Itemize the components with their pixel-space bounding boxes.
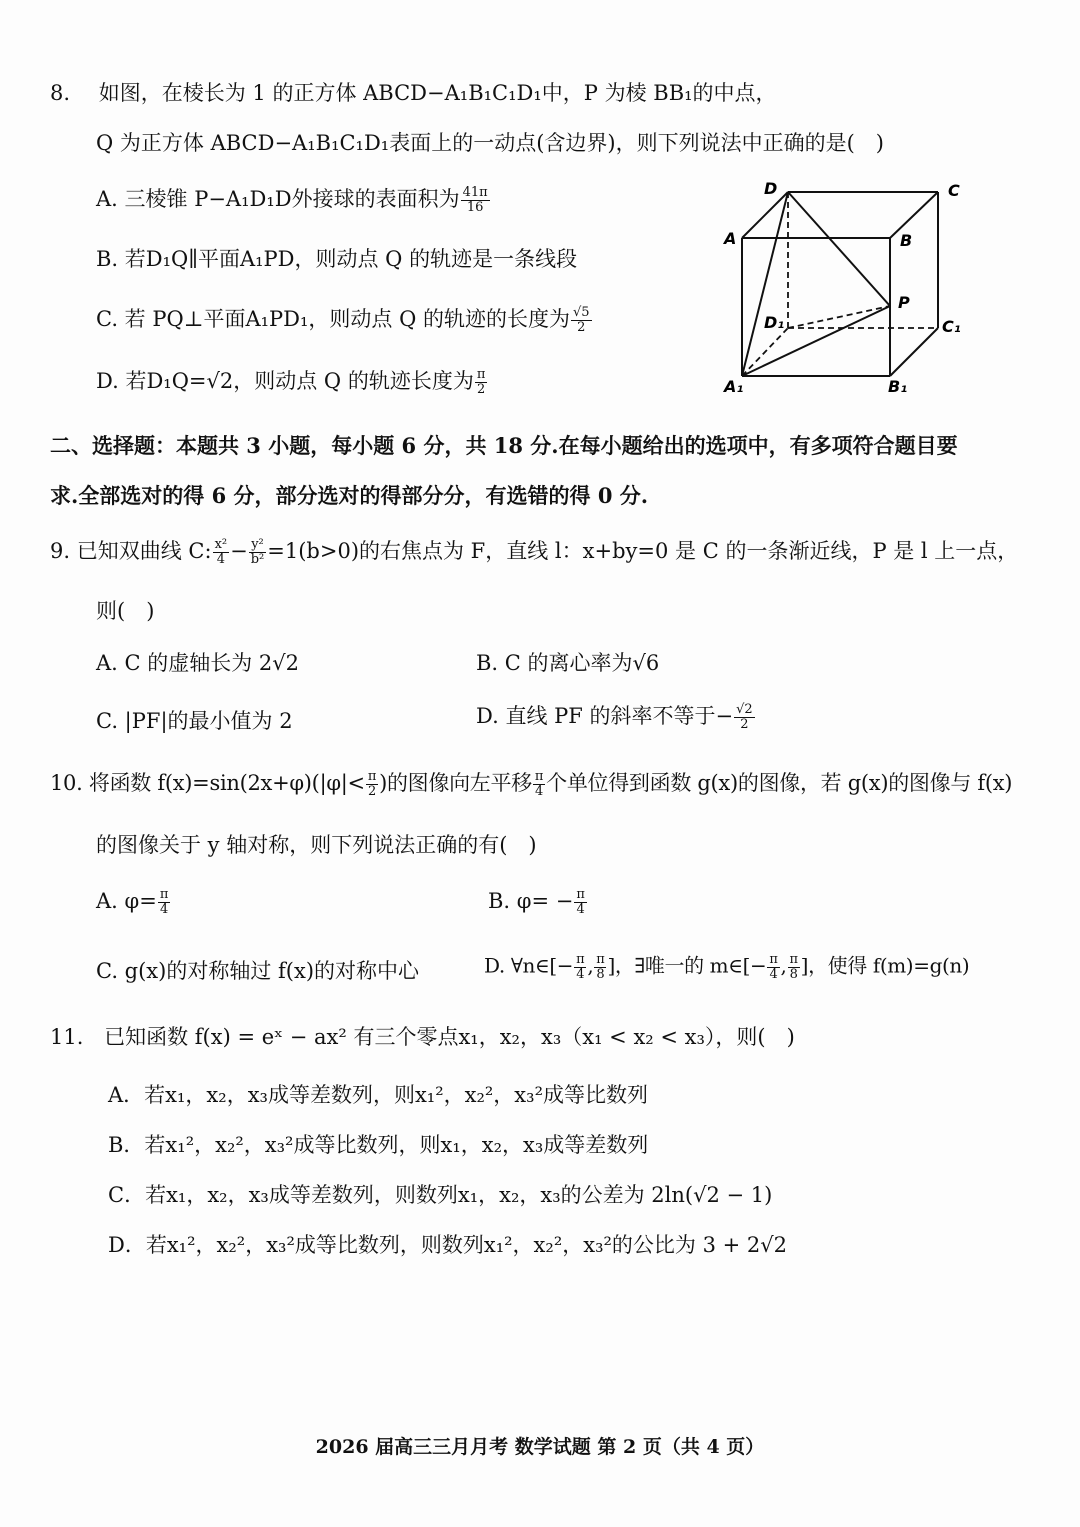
label-a1: A₁ [724,377,744,396]
q10-frac-2: $\frac{\pi}{4}$ [534,769,544,799]
q8-line1 [50,80,777,106]
q10-stem-a: 将函数 f(x)=sin(2x+φ)(|φ|< [88,771,365,795]
q10-option-b-text: B. φ= − [488,889,574,913]
q10-option-d [484,953,969,981]
q8-stem-line1: 如图，在棱长为 1 的正方体 ABCD−A₁B₁C₁D₁中，P 为棱 BB₁的中点， [98,81,777,105]
q9-option-d [476,703,756,732]
label-b1: B₁ [888,377,908,396]
q9-stem-a: 已知双曲线 C: [76,539,212,563]
label-d: D [764,179,778,198]
q8-option-c-text: C. 若 PQ⊥平面A₁PD₁，则动点 Q 的轨迹的长度为 [96,307,570,331]
q10-d-comma-2: , [780,953,787,978]
label-c: C [948,181,960,200]
q10-d-comma-1: , [587,953,594,978]
q9-option-d-fraction: $\frac{√2}{2}$ [736,702,753,732]
q9-frac-y: $\frac{\text{y²}}{\text{b²}}$ [250,537,265,567]
q8-number: 8. [50,81,71,105]
q8-option-d [96,368,488,397]
label-p: P [898,293,910,312]
label-a: A [724,229,737,248]
q9-stem-b: =1(b>0)的右焦点为 F，直线 l：x+by=0 是 C 的一条渐近线，P 是 l 上一点， [267,539,1019,563]
q9-stem-line2: 则( ) [96,599,155,623]
q8-option-c-fraction: $\frac{√5}{2}$ [572,305,590,335]
q10-option-d-b: ]，∃唯一的 m∈[− [607,953,767,978]
q9-option-b: B. C 的离心率为√6 [476,651,660,675]
q11-stem: 已知函数 f(x) = eˣ − ax² 有三个零点x₁，x₂，x₃（x₁ < x₂ < x₃），则( ) [104,1025,795,1049]
edge-dp [788,192,890,306]
q10-d-frac-3: $\frac{\pi}{4}$ [769,952,778,982]
q10-option-b-fraction: $\frac{\pi}{4}$ [576,887,585,917]
q10-d-frac-1: $\frac{\pi}{4}$ [576,952,585,982]
q11-number: 11. [50,1025,84,1049]
q11-option-d: D．若x₁²，x₂²，x₃²成等比数列，则数列x₁²，x₂²，x₃²的公比为 3 + 2√2 [108,1233,788,1257]
q9-option-a: A. C 的虚轴长为 2√2 [96,651,300,675]
q8-stem-line2: Q 为正方体 ABCD−A₁B₁C₁D₁表面上的一动点(含边界)，则下列说法中正确的是( ) [96,131,884,155]
q8-option-a [96,186,491,215]
edge-da1 [742,192,788,376]
q9-line1 [50,538,1018,567]
q10-option-a-fraction: $\frac{\pi}{4}$ [159,887,169,917]
edge-b1c1 [890,328,938,376]
q10-number: 10. [50,771,83,795]
q9-option-d-text: D. 直线 PF 的斜率不等于− [476,704,734,728]
q8-option-d-text: D. 若D₁Q=√2，则动点 Q 的轨迹长度为 [96,369,474,393]
q11-option-b: B．若x₁²，x₂²，x₃²成等比数列，则x₁，x₂，x₃成等差数列 [108,1133,649,1157]
q10-d-frac-2: $\frac{\pi}{8}$ [596,952,605,982]
section2-line1: 二、选择题：本题共 3 小题，每小题 6 分，共 18 分.在每小题给出的选项中，有多项符合题目要 [50,433,958,458]
label-b: B [900,231,913,250]
q10-option-c: C. g(x)的对称轴过 f(x)的对称中心 [96,959,420,983]
label-c1: C₁ [942,317,961,336]
q11-line1 [50,1024,795,1050]
q8-option-d-fraction: $\frac{\pi}{2}$ [476,367,486,397]
q10-stem-line2: 的图像关于 y 轴对称，则下列说法正确的有( ) [96,833,537,857]
q10-option-d-c: ]，使得 f(m)=g(n) [800,953,970,978]
edge-ad [742,192,788,238]
q8-option-c [96,306,593,335]
q10-option-d-a: D. ∀n∈[− [484,953,574,978]
q10-option-a [96,888,171,917]
q8-option-b: B. 若D₁Q∥平面A₁PD，则动点 Q 的轨迹是一条线段 [96,247,578,271]
q10-stem-c: 个单位得到函数 g(x)的图像，若 g(x)的图像与 f(x) [546,771,1013,795]
q9-minus: − [230,539,248,563]
q11-option-c: C．若x₁，x₂，x₃成等差数列，则数列x₁，x₂，x₃的公差为 2ln(√2 − 1) [108,1183,773,1207]
q10-frac-1: $\frac{\pi}{2}$ [367,769,377,799]
edge-d1p-hidden [788,306,890,328]
edge-bc [890,192,938,238]
label-d1: D₁ [764,313,785,332]
q10-stem-b: )的图像向左平移 [379,771,532,795]
q10-option-a-text: A. φ= [96,889,157,913]
q10-d-frac-4: $\frac{\pi}{8}$ [789,952,798,982]
q9-number: 9. [50,539,71,563]
page-footer: 2026 届高三三月月考 数学试题 第 2 页（共 4 页） [315,1436,765,1458]
cube-figure [720,178,980,398]
q9-frac-x: $\frac{\text{x²}}{4}$ [214,537,228,567]
q8-option-a-text: A. 三棱锥 P−A₁D₁D外接球的表面积为 [96,187,460,211]
q8-option-a-fraction: $\frac{41\pi}{16}$ [462,185,488,215]
q10-option-b [488,888,588,917]
section2-line2: 求.全部选对的得 6 分，部分选对的得部分分，有选错的得 0 分. [50,483,649,508]
q9-option-c: C. |PF|的最小值为 2 [96,709,293,733]
q10-line1 [50,770,1012,799]
q11-option-a: A．若x₁，x₂，x₃成等差数列，则x₁²，x₂²，x₃²成等比数列 [108,1083,648,1107]
